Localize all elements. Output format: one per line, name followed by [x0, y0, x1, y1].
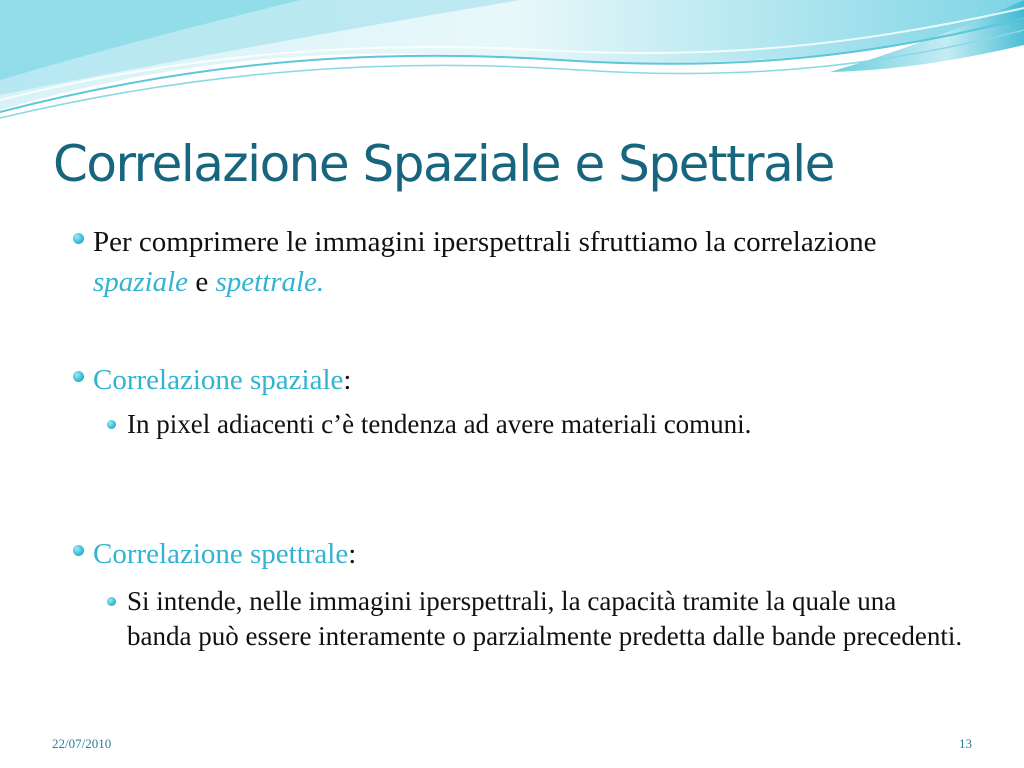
bullet-item-3	[73, 534, 973, 574]
bullet1-text-middle: e	[188, 266, 216, 298]
bullet-dot-icon	[73, 371, 84, 382]
sub-bullet-text: In pixel adiacenti c’è tendenza ad avere materiali comuni.	[127, 409, 752, 439]
bullet-item-1	[73, 222, 973, 302]
bullet-text	[73, 360, 973, 400]
bullet1-highlight-spettrale: spettrale.	[215, 266, 325, 298]
bullet-text	[73, 534, 973, 574]
bullet-dot-icon	[73, 545, 84, 556]
sub-bullet-dot-icon	[107, 597, 116, 606]
bullet-item-2	[73, 360, 973, 400]
bullet-text	[73, 222, 973, 302]
footer-date: 22/07/2010	[52, 736, 112, 751]
slide-title: Correlazione Spaziale e Spettrale	[53, 135, 834, 193]
bullet1-text-before: Per comprimere le immagini iperspettrali sfruttiamo la correlazione	[93, 226, 877, 258]
sub-bullet-item-1	[107, 407, 967, 442]
bullet-dot-icon	[73, 233, 84, 244]
bullet3-colon: :	[348, 538, 357, 570]
sub-bullet-item-2	[107, 584, 967, 654]
bullet2-colon: :	[343, 364, 352, 396]
sub-bullet-dot-icon	[107, 420, 116, 429]
sub-bullet-text: Si intende, nelle immagini iperspettrali, la capacità tramite la quale una banda può essere interamente o parzialmente predetta dalle bande precedenti.	[127, 586, 963, 651]
bullet2-heading: Correlazione spaziale	[93, 364, 344, 396]
bullet3-heading: Correlazione spettrale	[93, 538, 349, 570]
footer-page-number: 13	[959, 736, 972, 751]
bullet1-highlight-spaziale: spaziale	[93, 266, 189, 298]
